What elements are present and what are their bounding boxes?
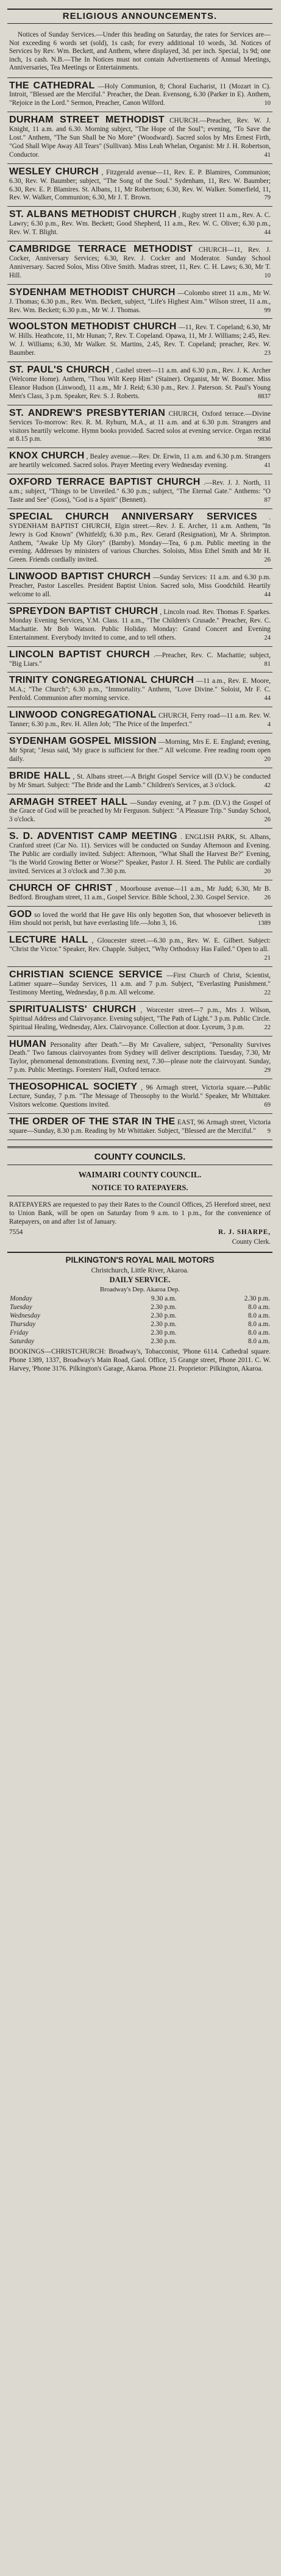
announcement-item: [7, 285, 272, 319]
announcement-number: 24: [264, 634, 271, 641]
section-header: [7, 9, 272, 24]
announcement-number: 79: [264, 194, 271, 202]
announcement-number: 42: [264, 782, 271, 789]
announcement-lead: CHRISTIAN SCIENCE SERVICE: [9, 969, 163, 980]
timetable-depart-akaroa: 8.0 a.m.: [247, 1338, 270, 1346]
announcement-number: 26: [264, 557, 271, 564]
announcement-item: [7, 673, 272, 707]
announcement-item: [7, 1036, 272, 1080]
announcement-lead: ST. PAUL'S CHURCH: [9, 365, 110, 376]
councils-heading: COUNTY COUNCILS.: [7, 1152, 272, 1165]
announcement-number: 10: [264, 100, 271, 107]
announcement-item: [7, 733, 272, 768]
announcement-text: , Cashel street—11 a.m. and 6.30 p.m., Rev. J. K. Archer (Welcome Home). Anthem, "Thou Wilt Keep Him" (Stainer). Organist, Mr W. Boomer. Miss Eleanor Hudson (Linwood), 11 a.m., Mr J. Reid; 6.30 p.m., Rev. J. Paterson. St. Paul's Young Men's Class, 3 p.m. Speaker, Rev. S. J. Roberts.: [9, 367, 271, 400]
announcement-number: 1389: [258, 920, 271, 927]
timetable-depart-akaroa: 8.0 a.m.: [247, 1312, 270, 1320]
announcement-number: 81: [264, 660, 271, 668]
announcement-number: 26: [264, 894, 271, 901]
announcement-text: CHURCH—11, Rev. J. Cocker, Anniversary Services; 6.30, Rev. J. Cocker and Moderator. Sunday School Anniversary. Sacred Solos, Miss Olive Smith. Madras street, 11, Rev. C. H. Laws; 6.30, Mr T. Hill.: [9, 246, 271, 279]
bus-columns: Broadway's Dep. Akaroa Dep.: [99, 1286, 180, 1294]
timetable-depart-christchurch: 2.30 p.m.: [151, 1321, 177, 1329]
announcement-item: [7, 569, 272, 604]
timetable-day: Thursday: [10, 1321, 36, 1329]
announcement-text: —11 a.m., Rev. E. Moore, M.A.; "The Church"; 6.30 p.m., "Immortality." Anthem, "Love Divine." Soloist, Mr F. C. Penfold. Communion after morning service.: [9, 677, 271, 702]
council-signatory: R. J. SHARPE,: [218, 1229, 271, 1236]
announcement-number: 99: [264, 307, 271, 314]
timetable-depart-akaroa: 8.0 a.m.: [247, 1304, 270, 1311]
council-notice-number: 7554: [9, 1229, 23, 1236]
announcement-number: 44: [264, 229, 271, 237]
announcement-number: 44: [264, 695, 271, 702]
announcement-lead: SYDENHAM METHODIST CHURCH: [9, 287, 176, 298]
announcement-number: 21: [264, 955, 271, 962]
announcement-number: 41: [264, 462, 271, 469]
announcement-item: [7, 164, 272, 207]
timetable-day: Friday: [10, 1329, 29, 1337]
announcement-item: [7, 647, 272, 673]
announcement-text: CHURCH, Oxford terrace.—Divine Services To-morrow: Rev. R. M. Ryburn, M.A., at 11 a.m. and at 6.30 p.m. Strangers and visitors heartily welcome. Hymn books provided. Sacred solos at evening service. Organ recital at 8.15 p.m.: [9, 410, 271, 443]
announcement-lead: LINWOOD CONGREGATIONAL: [9, 710, 157, 721]
announcement-lead: WESLEY CHURCH: [9, 166, 99, 177]
bus-route: Christchurch, Little River, Akaroa.: [91, 1267, 189, 1275]
announcement-lead: THE CATHEDRAL: [9, 80, 95, 91]
bus-timetable: [7, 1294, 272, 1346]
announcement-item: [7, 241, 272, 285]
timetable-row: [7, 1337, 272, 1346]
council-notice-body: RATEPAYERS are requested to pay their Rates to the Council Offices, 25 Hereford street, next to Union Bank, will be open on Saturday from 9 a.m. to 1 p.m., for the convenience of Ratepayers, on and after 1st of January.: [9, 1201, 271, 1226]
announcement-item: [7, 509, 272, 569]
announcement-item: [7, 78, 272, 113]
announcement-number: 87: [264, 496, 271, 504]
announcement-number: 10: [264, 272, 271, 279]
announcement-text: . ENGLISH PARK, St. Albans, Cranford street (Car No. 11). Services will be conducted on Sunday Afternoon and Evening. The Public are cordially invited. Subject: Afternoon, "What Shall the Harvest Be?" Evening, "Is the World Growing Better or Worse?" Speaker, Pastor J. H. Steed. The Public are cordially invited. Services at 3 o'clock and 7.30 p.m.: [9, 833, 271, 875]
announcement-lead: BRIDE HALL: [9, 770, 71, 781]
timetable-depart-akaroa: 8.0 a.m.: [247, 1321, 270, 1329]
announcement-lead: OXFORD TERRACE BAPTIST CHURCH: [9, 477, 201, 488]
announcement-text: , Bealey avenue.—Rev. Dr. Erwin, 11 a.m. and 6.30 p.m. Strangers are heartily welcomed. Sacred solos. Prayer Meeting every Wednesday evening.: [9, 453, 271, 469]
announcement-number: 20: [264, 755, 271, 763]
timetable-day: Tuesday: [10, 1304, 32, 1311]
council-notice-title: NOTICE TO RATEPAYERS.: [7, 1183, 272, 1196]
announcement-item: [7, 207, 272, 241]
announcement-text: , Lincoln road. Rev. Thomas F. Sparkes. Monday Evening Services, Y.M. Class. 11 a.m., "The Children's Crusade." Preacher, Rev. C. Machattie. Mr Bob Watson. Public Holiday. Monday: Grand Concert and Evening Entertainment. Everybody invited to come, and to tell others.: [9, 608, 271, 641]
announcement-number: 22: [264, 1024, 271, 1031]
announcement-list: [7, 78, 272, 1140]
timetable-depart-christchurch: 9.30 a.m.: [151, 1295, 177, 1303]
announcement-item: [7, 1002, 272, 1036]
announcement-lead: CAMBRIDGE TERRACE METHODIST: [9, 244, 193, 255]
timetable-day: Monday: [10, 1295, 32, 1303]
bus-heading: PILKINGTON'S ROYAL MAIL MOTORS: [7, 1252, 272, 1265]
announcement-text: , St. Albans street.—A Bright Gospel Service will (D.V.) be conducted by Mr Smart. Subject: "The Bride and the Lamb." Children's Services, at 3 o'clock.: [9, 772, 271, 789]
announcement-lead: S. D. ADVENTIST CAMP MEETING: [9, 831, 177, 842]
timetable-depart-christchurch: 2.30 p.m.: [151, 1304, 177, 1311]
announcement-lead: ST. ALBANS METHODIST CHURCH: [9, 209, 177, 220]
announcement-lead: THE ORDER OF THE STAR IN THE: [9, 1116, 176, 1127]
announcement-text: —Sunday evening, at 7 p.m. (D.V.) the Gospel of the Grace of God will be preached by Mr Ferguson. Subject: "A Pleasure Trip." Sunday School, 3 o'clock.: [9, 799, 271, 824]
announcement-text: , Gloucester street.—6.30 p.m., Rev. W. E. Gilbert. Subject: "Christ the Victor." Speaker, Rev. Chapple. Subject, "Why Orthodoxy Has Failed." Open to all.: [9, 937, 271, 954]
bus-bookings: BOOKINGS—CHRISTCHURCH: Broadway's, Tobacconist, 'Phone 6114. Cathedral square. Phone 1389, 1337, Broadway's Main Road, Gaol. Office, 15 Grange street, Phone 2011. C. W. Harvey, 'Phone 3176. Pilkington's Garage, Akaroa. Phone 21. Proprietor: Pilkington, Akaroa.: [9, 1348, 271, 1373]
timetable-row: [7, 1311, 272, 1320]
announcement-item: [7, 474, 272, 509]
timetable-row: [7, 1294, 272, 1303]
announcement-text: . SYDENHAM BAPTIST CHURCH, Elgin street.—Rev. J. E. Archer, 11 a.m. Anthem, "In Jewry is God Known" (Whitfeld); 6.30 p.m., Rev. Gerard (Resignation), Mr A. Shrimpton. Anthem, "Awake Up My Glory" (Barnby). Monday—Tea, 6 p.m. Public meeting in the evening. Addresses by ministers of various Churches. Soloists, Miss Ethel Smith and Mr H. Green. Friends cordially invited.: [9, 513, 271, 564]
announcement-item: [7, 829, 272, 880]
announcement-item: [7, 1079, 272, 1114]
announcement-lead: GOD: [9, 908, 32, 919]
announcement-text: —Colombo street 11 a.m., Mr W. J. Thomas; 6.30 p.m., Rev. Wm. Beckett, subject, "Life's Highest Aim." Wilson street, 11 a.m., Rev. Wm. Beckett; 6.30 p.m., Mr W. J. Thomas.: [9, 289, 271, 314]
announcement-lead: HUMAN: [9, 1038, 47, 1049]
announcement-item: [7, 362, 272, 405]
announcement-item: [7, 707, 272, 733]
announcement-text: CHURCH, Ferry road—11 a.m. Rev. W. Tanner; 6.30 p.m., Rev. H. Allen Job; "The Price of the Imperfect.": [9, 712, 271, 729]
bus-service: DAILY SERVICE.: [109, 1276, 171, 1285]
announcement-lead: LECTURE HALL: [9, 935, 88, 946]
announcement-item: [7, 448, 272, 474]
timetable-depart-christchurch: 2.30 p.m.: [151, 1312, 177, 1320]
announcement-text: —First Church of Christ, Scientist, Latimer square—Sunday Services, 11 a.m. and 7 p.m. Subject, "Everlasting Punishment." Testimony Meeting, Wednesday, 8 p.m. All welcome.: [9, 972, 271, 996]
announcement-number: 69: [264, 1101, 271, 1108]
announcement-lead: ARMAGH STREET HALL: [9, 796, 128, 807]
announcement-text: Personality after Death."—By Mr Cavaliere, subject, "Personality Survives Death." Two famous clairvoyantes from Sydney will deliver descriptions. Tuesday, 7.30, Mr Taylor, phenomenal demonstrations. Evening next, 7.30—please note the clairvoyant. Sunday, 7 p.m. Public Meetings. Foresters' Hall, Oxford terrace.: [9, 1041, 271, 1074]
announcement-number: 22: [264, 989, 271, 996]
announcement-lead: TRINITY CONGREGATIONAL CHURCH: [9, 675, 194, 686]
timetable-row: [7, 1320, 272, 1329]
announcement-text: .—Rev. J. J. North, 11 a.m.; subject, "Things to be Unveiled." 6.30 p.m.; subject, "The Eternal Gate." Anthems: "O Taste and See" (Goss), "God is a Spirit" (Bennett).: [9, 479, 271, 504]
timetable-day: Saturday: [10, 1338, 34, 1346]
announcement-item: [7, 932, 272, 967]
announcement-item: [7, 907, 272, 933]
announcement-item: [7, 967, 272, 1002]
announcement-text: —11, Rev. T. Copeland; 6.30, Mr W. Hills. Heathcote, 11, Mr Hunan; 7, Rev. T. Copeland. Opawa, 11, Mr J. Williams; 2.45, Rev. W. J. Williams; 6.30, Mr Walker. St. Martins, 2.45, Rev. T. Copeland; preacher, Rev. W. Baumber.: [9, 324, 271, 357]
announcement-number: 29: [264, 1067, 271, 1074]
announcement-text: —Holy Communion, 8; Choral Eucharist, 11 (Mozart in C). Introit, "Blessed are the Merciful." Preacher, the Dean. Evensong, 6.30 (Parker in E). Anthem, "Rejoice in the Lord." Sermon, Preacher, Canon Wilford.: [9, 82, 271, 107]
announcement-text: , 96 Armagh street, Victoria square.—Public Lecture, Sunday, 7 p.m. "The Message of Theosophy to the World." Speaker, Mr Whittaker. Visitors welcome. Questions invited.: [9, 1084, 271, 1108]
timetable-depart-akaroa: 8.0 a.m.: [247, 1329, 270, 1337]
announcement-lead: SYDENHAM GOSPEL MISSION: [9, 735, 157, 746]
announcement-text: —Sunday Services: 11 a.m. and 6.30 p.m. Preacher, Pastor Lascelles. President Baptist Union. Sacred solo, Miss Goodchild. Heartily welcome to all.: [9, 574, 271, 599]
section-title: RELIGIOUS ANNOUNCEMENTS.: [62, 11, 218, 21]
announcement-item: [7, 604, 272, 647]
timetable-day: Wednesday: [10, 1312, 40, 1320]
announcement-lead: KNOX CHURCH: [9, 451, 85, 462]
announcement-text: —Morning, Mrs E. E. England; evening, Mr Sprat; "Jesus said, 'My grace is sufficient for thee.'" All welcome. Free reading room open daily.: [9, 738, 271, 763]
announcement-item: [7, 319, 272, 362]
announcement-text: , Worcester street—7 p.m., Mrs J. Wilson, Spiritual Address and Clairvoyance. Evening subject, "The Path of Light." 3 p.m. Public Circle. Spiritual Healing, Wednesday, Alex. Clairvoyance. Collection at door. Lyceum, 3 p.m.: [9, 1006, 271, 1031]
announcement-lead: SPECIAL CHURCH ANNIVERSARY SERVICES: [9, 511, 258, 522]
announcement-text: .—Preacher, Rev. C. Machattie; subject, "Big Liars.": [9, 651, 271, 668]
announcement-text: , Fitzgerald avenue—11, Rev. E. P. Blamires, Communion; 6.30, Rev. W. Baumber; subject, "The Song of the Soul." Sydenham, 11, Rev. W. Baumber; 6.30, Rev. E. P. Blamires. St. Albans, 11, Mr Robertson; 6.30, Rev. W. Walker. Somerfield, 11, Rev. W. Walker, Communion; 6.30, Mr J. T. Brown.: [9, 168, 271, 202]
announcement-lead: LINCOLN BAPTIST CHURCH: [9, 649, 150, 660]
council-signature-row: [7, 1226, 272, 1236]
announcement-text: , Moorhouse avenue—11 a.m., Mr Judd; 6.30, Mr B. Bedford. Brougham street, 11 a.m., Gospel Service. Bible School, 2.30. Gospel Service.: [9, 885, 271, 901]
announcement-lead: ST. ANDREW'S PRESBYTERIAN: [9, 407, 166, 418]
announcement-number: 4: [267, 721, 271, 729]
timetable-row: [7, 1329, 272, 1337]
announcement-item: [7, 405, 272, 449]
announcement-lead: DURHAM STREET METHODIST: [9, 115, 165, 126]
timetable-depart-christchurch: 2.30 p.m.: [151, 1338, 177, 1346]
announcement-item: [7, 880, 272, 907]
announcement-number: 23: [264, 350, 271, 357]
council-signatory-title-row: [7, 1236, 272, 1246]
announcement-item: [7, 794, 272, 829]
announcement-number: 44: [264, 591, 271, 599]
announcement-number: 20: [264, 868, 271, 875]
announcement-lead: WOOLSTON METHODIST CHURCH: [9, 321, 177, 332]
timetable-depart-akaroa: 2.30 p.m.: [244, 1295, 270, 1303]
announcement-number: 26: [264, 816, 271, 824]
notice-intro-text: Notices of Sunday Services.—Under this heading on Saturday, the rates for Services are—Not exceeding 6 words set (sold), 1s cash; for every additional 10 words, 3d. Notices of Services by Rev. Wm. Beckett, and Anthem, where displayed, 3d. per inch. Special, 1s 9d; one inch, 1s cash. N.B.—The In Notices must not contain Advertisements of Annual Meetings, Anniversaries, Tea Meetings or Entertainments.: [9, 31, 271, 71]
section-divider: [7, 1146, 272, 1148]
timetable-depart-christchurch: 2.30 p.m.: [151, 1329, 177, 1337]
announcement-text: so loved the world that He gave His only begotten Son, that whosoever believeth in Him should not perish, but have everlasting life.—John 3, 16.: [9, 911, 271, 927]
council-name: WAIMAIRI COUNTY COUNCIL.: [78, 1169, 202, 1179]
announcement-item: [7, 1114, 272, 1140]
announcement-number: 9: [267, 1127, 271, 1135]
announcement-lead: LINWOOD BAPTIST CHURCH: [9, 571, 151, 582]
announcement-lead: SPIRITUALISTS' CHURCH: [9, 1004, 137, 1015]
announcement-number: 8837: [258, 393, 271, 400]
announcement-number: 41: [264, 151, 271, 159]
announcement-text: , Rugby street 11 a.m., Rev. A. C. Lawry; 6.30 p.m., Rev. Wm. Beckett; Good Shepherd, 11 a.m., Rev. W. C. Oliver; 6.30 p.m., Rev. W. T. Blight.: [9, 212, 271, 237]
council-signatory-title: County Clerk.: [232, 1238, 271, 1246]
announcement-item: [7, 768, 272, 794]
announcement-text: CHURCH.—Preacher, Rev. W. J. Knight, 11 a.m. and 6.30. Morning subject, "The Hope of the Soul"; evening, "To Save the Lost." Anthem, "The Sun Shall be No More" (Woodward). Sacred solos by Mrs Ernest Firth, "God Shall Wipe Away All Tears" (Sullivan). Miss Leah Whelan, Organist: Mr J. H. Robertson, Conductor.: [9, 117, 271, 159]
announcement-lead: CHURCH OF CHRIST: [9, 882, 113, 893]
announcement-item: [7, 112, 272, 164]
announcement-lead: THEOSOPHICAL SOCIETY: [9, 1082, 138, 1093]
notice-intro: [7, 30, 272, 78]
announcement-lead: SPREYDON BAPTIST CHURCH: [9, 606, 158, 616]
announcement-text: EAST, 96 Armagh street, Victoria square—Sunday, 8.30 p.m. Reading by Mr Whittaker. Subject, "Blessed are the Merciful.": [9, 1118, 271, 1135]
timetable-row: [7, 1303, 272, 1311]
announcement-number: 9836: [258, 436, 271, 443]
